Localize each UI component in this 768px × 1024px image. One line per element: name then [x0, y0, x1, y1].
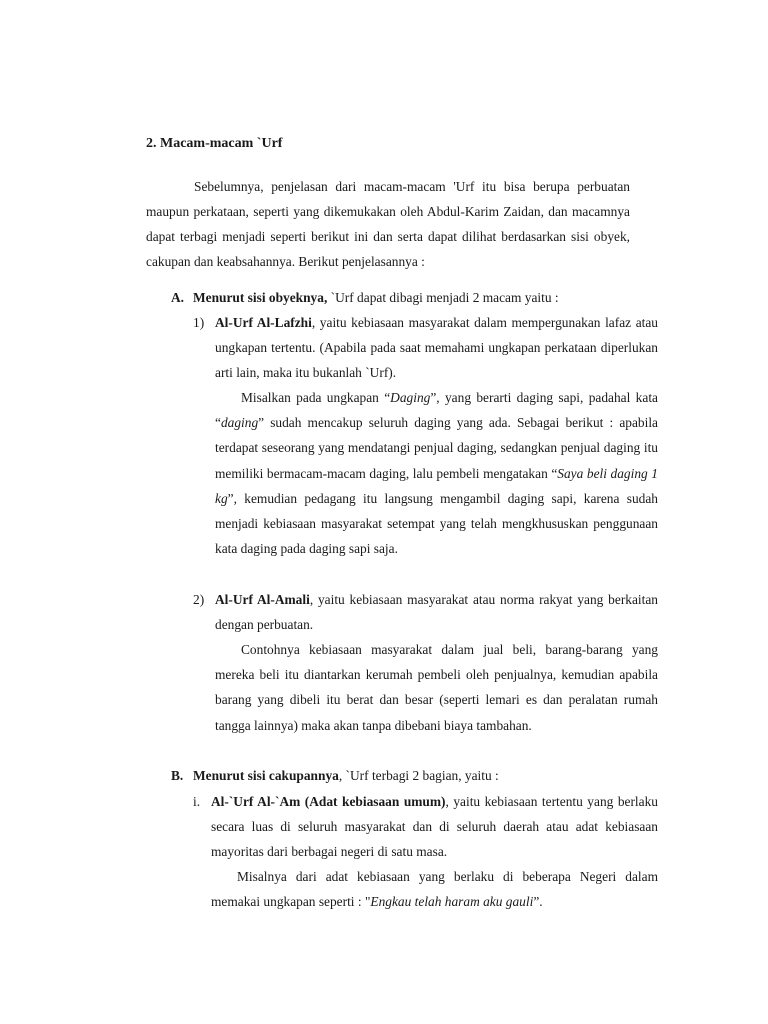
item-term: Al-`Urf Al-`Am (Adat kebiasaan umum) — [211, 794, 446, 809]
item-example: Misalnya dari adat kebiasaan yang berlaku di beberapa Negeri dalam memakai ungkapan seperti : "Engkau telah haram aku gauli”. — [211, 869, 658, 910]
item-definition: Al-Urf Al-Amali, yaitu kebiasaan masyarakat atau norma rakyat yang berkaitan dengan perbuatan. — [215, 592, 658, 632]
item-number: i. — [193, 794, 201, 809]
part-a-marker: A. — [171, 290, 185, 305]
item-term: Al-Urf Al-Amali — [215, 592, 310, 607]
item-number: 2) — [193, 592, 205, 607]
section-heading: 2. Macam-macam `Urf — [146, 136, 283, 151]
item-example: Misalkan pada ungkapan “Daging”, yang berarti daging sapi, padahal kata “daging” sudah mencakup seluruh daging yang ada. Sebagai berikut : apabila terdapat seseorang yang mendatangi penjual daging, sedangkan penjual daging itu memiliki bermacam-macam daging, lalu pembeli mengatakan “Saya beli daging 1 kg”, kemudian pedagang itu langsung mengambil daging sapi, karena sudah menjadi kebiasaan masyarakat setempat yang telah mengkhususkan penggunaan kata daging pada daging sapi saja. — [215, 390, 658, 557]
item-number: 1) — [193, 315, 205, 330]
item-term: Al-Urf Al-Lafzhi — [215, 315, 312, 330]
item-definition: Al-`Urf Al-`Am (Adat kebiasaan umum), yaitu kebiasaan tertentu yang berlaku secara luas di seluruh masyarakat dan di seluruh daerah atau adat kebiasaan mayoritas dari berbagai negeri di satu masa. — [211, 794, 658, 859]
part-b-marker: B. — [171, 768, 184, 783]
part-b-rest: , `Urf terbagi 2 bagian, yaitu : — [338, 768, 499, 783]
part-a-title: Menurut sisi obyeknya, — [193, 290, 328, 305]
part-a-rest: `Urf dapat dibagi menjadi 2 macam yaitu : — [327, 290, 559, 305]
item-definition: Al-Urf Al-Lafzhi, yaitu kebiasaan masyarakat dalam mempergunakan lafaz atau ungkapan tertentu. (Apabila pada saat memahami ungkapan perkataan diperlukan arti lain, maka itu bukanlah `Urf). — [215, 315, 659, 380]
intro-paragraph: Sebelumnya, penjelasan dari macam-macam 'Urf itu bisa berupa perbuatan maupun perkataan, seperti yang dikemukakan oleh Abdul-Karim Zaidan, dan macamnya dapat terbagi menjadi seperti berikut ini dan serta dapat dilihat berdasarkan sisi obyek, cakupan dan keabsahannya. Berikut penjelasannya : — [146, 179, 630, 269]
part-b-title: Menurut sisi cakupannya — [193, 768, 339, 783]
part-a-heading — [171, 285, 559, 310]
item-example: Contohnya kebiasaan masyarakat dalam jual beli, barang-barang yang mereka beli itu diantarkan kerumah pembeli oleh penjualnya, kemudian apabila barang yang dibeli itu berat dan besar (seperti lemari es dan peralatan rumah tangga lainnya) maka akan tanpa dibebani biaya tambahan. — [215, 642, 658, 733]
part-b-heading — [171, 763, 499, 788]
